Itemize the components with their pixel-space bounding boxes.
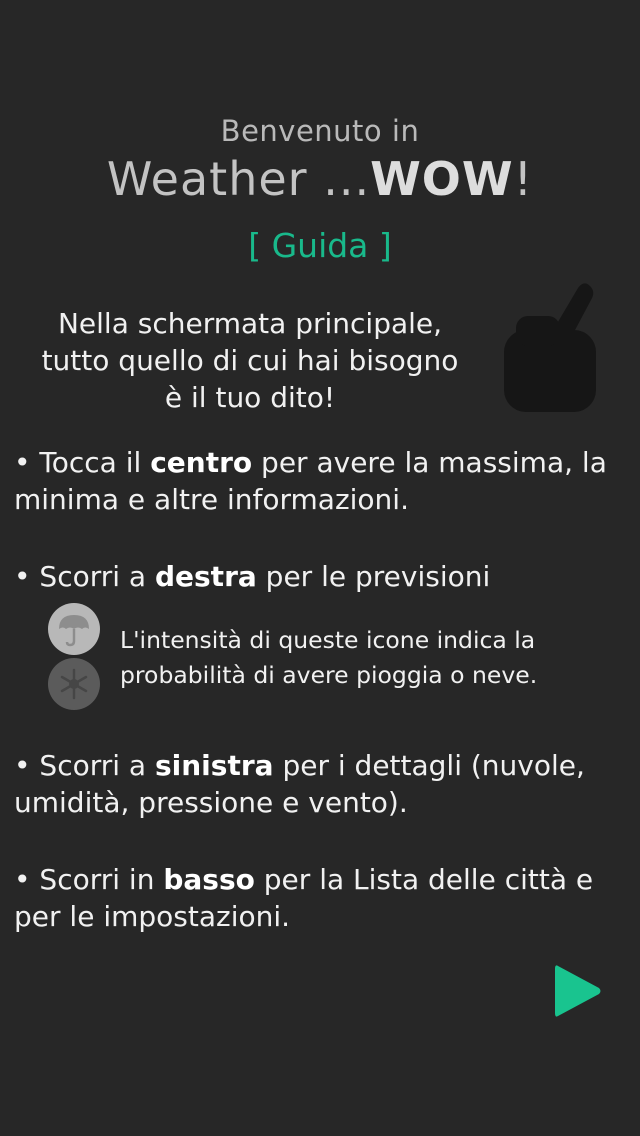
tip-text: per avere la massima, la minima e altre informazioni. — [14, 446, 607, 516]
legend-text: L'intensità di queste icone indica la probabilità di avere pioggia o neve. — [120, 626, 538, 689]
tip-keyword: basso — [163, 863, 255, 896]
snowflake-icon — [48, 658, 100, 710]
tip-tap-center — [14, 444, 634, 518]
tip-swipe-right — [14, 558, 634, 595]
bullet: • — [14, 749, 31, 782]
app-title-prefix: Weather ... — [106, 152, 371, 206]
guide-label: [ Guida ] — [248, 226, 392, 265]
tip-swipe-left — [14, 747, 634, 821]
tip-text: Scorri in — [30, 863, 164, 896]
tip-text: per la Lista delle città e per le impostazioni. — [14, 863, 594, 933]
intro-line-3: è il tuo dito! — [164, 381, 336, 414]
app-title-suffix: ! — [513, 152, 534, 206]
tip-keyword: sinistra — [154, 749, 274, 782]
tip-text: Tocca il — [30, 446, 151, 479]
tip-keyword: destra — [154, 560, 257, 593]
tip-text: Scorri a — [30, 560, 155, 593]
next-button[interactable] — [552, 962, 604, 1020]
welcome-text: Benvenuto in — [220, 114, 420, 148]
app-title-bold: WOW — [370, 152, 514, 206]
intro-line-2: tutto quello di cui hai bisogno — [41, 344, 459, 377]
tip-text: Scorri a — [30, 749, 155, 782]
umbrella-icon — [48, 603, 100, 655]
tip-keyword: centro — [150, 446, 253, 479]
bullet: • — [14, 446, 31, 479]
intro-line-1: Nella schermata principale, — [57, 307, 443, 340]
tip-swipe-down — [14, 861, 634, 935]
bullet: • — [14, 863, 31, 896]
intro-text — [10, 305, 490, 416]
bullet: • — [14, 560, 31, 593]
tip-text: per i dettagli (nuvole, umidità, pressione e vento). — [14, 749, 585, 819]
pointing-hand-icon — [496, 280, 606, 420]
app-title — [0, 152, 640, 206]
play-triangle-icon — [555, 965, 601, 1016]
tip-text: per le previsioni — [256, 560, 491, 593]
